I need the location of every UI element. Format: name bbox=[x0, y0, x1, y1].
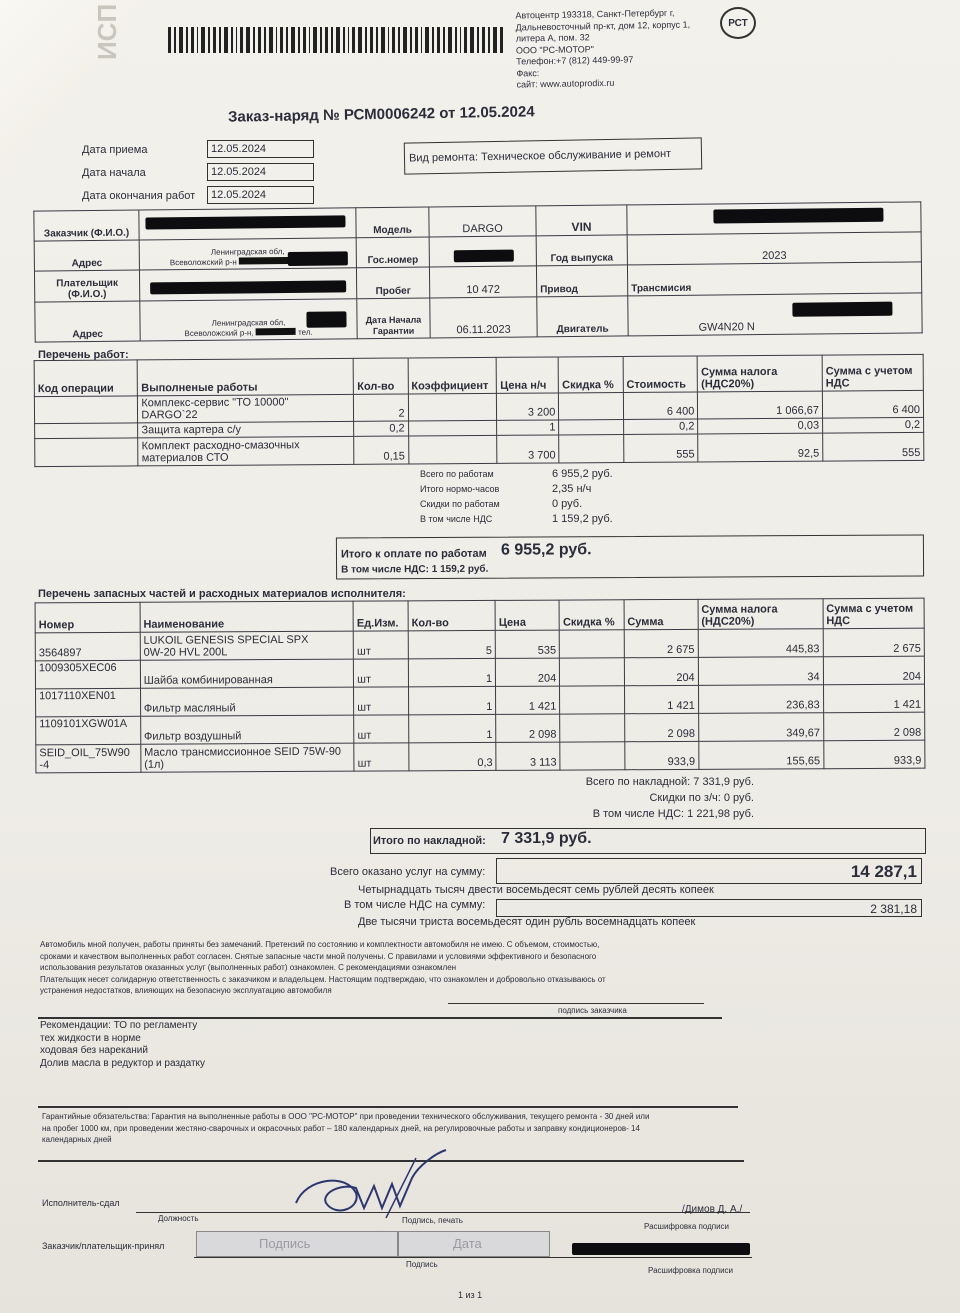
parts-total-box: Итого по накладной: 7 331,9 руб. bbox=[370, 828, 926, 854]
redaction bbox=[306, 311, 346, 327]
col-header: Коэффициент bbox=[408, 357, 497, 394]
address-1: Ленинградская обл, Всеволожский р-н bbox=[139, 238, 356, 270]
redaction bbox=[792, 302, 892, 317]
repair-type-box: Вид ремонта: Техническое обслуживание и ремонт bbox=[404, 137, 703, 174]
executor-name: /Димов Д. А./ bbox=[682, 1204, 743, 1215]
warranty-label: Дата Начала Гарантии bbox=[357, 298, 430, 339]
col-header: Сумма налога (НДС20%) bbox=[697, 355, 822, 392]
table-row: 3564897 LUKOIL GENESIS SPECIAL SPX 0W-20 HVL 200L шт 5 535 2 675 445,83 2 675 bbox=[35, 628, 924, 661]
col-header: Наименование bbox=[140, 601, 354, 632]
parts-summary: Всего по накладной: 7 331,9 руб. Скидки по з/ч: 0 руб. В том числе НДС: 1 221,98 руб. bbox=[585, 776, 754, 820]
sign-caption: Подпись bbox=[406, 1260, 438, 1269]
certification-logo bbox=[720, 7, 756, 39]
table-row: 1009305XEC06 Шайба комбинированная шт 1 204 204 34 204 bbox=[35, 656, 924, 689]
works-summary-values: 6 955,2 руб. 2,35 н/ч 0 руб. 1 159,2 руб. bbox=[552, 468, 613, 525]
payer-label: Плательщик (Ф.И.О.) bbox=[34, 270, 139, 301]
col-header: Выполненые работы bbox=[138, 358, 354, 396]
col-header: Ед.Изм. bbox=[353, 601, 408, 631]
col-header: Кол-во bbox=[408, 600, 495, 630]
drive-label: Привод bbox=[536, 265, 627, 296]
company-line: Телефон:+7 (812) 449-99-97 bbox=[516, 54, 634, 67]
works-total-box: Итого к оплате по работам 6 955,2 руб. В том числе НДС: 1 159,2 руб. bbox=[336, 534, 924, 579]
engine-value: GW4N20 N bbox=[628, 293, 922, 336]
page-number: 1 из 1 bbox=[458, 1290, 483, 1300]
consent-text: Автомобиль мной получен, работы приняты без замечаний. Претензий по состоянию и комплектности автомобиля не имею. С объемом, стоимостью, сроками и качеством выполненных работ согласен. Снятые запасные части мной получены. С правилами и условиями эффективного и безопасного использования результатов оказанных услуг (выполненных работ) ознакомлен. С рекомендациями ознакомлен Плательщик несет солидарную ответственность с заказчиком и владельцем. Настоящим подтверждаю, что ознакомлен и добровольно отказываюсь от устранения недостатков, влияющих на безопасную эксплуатацию автомобиля bbox=[40, 940, 606, 995]
year-value: 2023 bbox=[627, 232, 921, 265]
parts-table bbox=[35, 598, 926, 774]
col-header: Сумма с учетом НДС bbox=[822, 354, 923, 391]
company-line: Дальневосточный пр-кт, дом 12, корпус 1, bbox=[515, 18, 691, 33]
col-header: Сумма bbox=[624, 599, 698, 629]
col-header: Стоимость bbox=[623, 356, 698, 393]
col-header: Кол-во bbox=[354, 358, 408, 394]
mileage-label: Пробег bbox=[356, 267, 429, 298]
mileage-value: 10 472 bbox=[429, 266, 536, 297]
parts-header-row bbox=[35, 598, 924, 633]
company-line: ООО "РС-МОТОР" bbox=[515, 43, 594, 56]
col-header: Цена bbox=[495, 600, 559, 630]
company-line: Автоцентр 193318, Санкт-Петербург г, bbox=[515, 7, 675, 21]
gos-number-label: Гос.номер bbox=[356, 237, 429, 268]
vat-total-words: Две тысячи триста восемьдесят один рубль восемнадцать копеек bbox=[358, 916, 696, 928]
position-caption: Должность bbox=[158, 1214, 199, 1223]
table-row: Комплект расходно-смазочных материалов СТО 0,15 3 700 555 92,5 555 bbox=[35, 432, 924, 466]
vin-label: VIN bbox=[536, 205, 627, 236]
vat-total-value: 2 381,18 bbox=[496, 899, 922, 917]
col-header: Сумма налога (НДС20%) bbox=[698, 599, 823, 630]
redaction bbox=[288, 251, 348, 266]
end-date-field: 12.05.2024 bbox=[207, 186, 314, 204]
redaction bbox=[150, 280, 346, 294]
services-total-words: Четырнадцать тысяч двести восемьдесят семь рублей десять копеек bbox=[358, 884, 714, 896]
divider bbox=[38, 1106, 738, 1108]
engine-label: Двигатель bbox=[537, 296, 628, 337]
logo-text: РСТ bbox=[728, 17, 748, 29]
table-row: 1109101XGW01A Фильтр воздушный шт 1 2 098 2 098 349,67 2 098 bbox=[36, 712, 925, 745]
end-date-label: Дата окончания работ bbox=[82, 190, 196, 202]
year-label: Год выпуска bbox=[536, 235, 627, 266]
accept-date-label: Дата приема bbox=[82, 144, 148, 156]
works-table bbox=[34, 354, 925, 467]
services-total-label: Всего оказано услуг на сумму: bbox=[330, 866, 486, 878]
col-header: Сумма с учетом НДС bbox=[823, 598, 924, 629]
document-title: Заказ-наряд № РСМ0006242 от 12.05.2024 bbox=[227, 103, 535, 126]
decode-caption: Расшифровка подписи bbox=[648, 1266, 734, 1275]
barcode bbox=[168, 27, 508, 53]
col-header: Номер bbox=[35, 602, 140, 633]
recommendations: Рекомендации: ТО по регламенту тех жидкости в норме ходовая без нареканий Долив масла в редуктор и раздатку bbox=[40, 1020, 206, 1069]
company-line: сайт: www.autoprodix.ru bbox=[516, 77, 615, 90]
sign-stamp-caption: Подпись, печать bbox=[402, 1216, 463, 1225]
customer-sign-box: Подпись bbox=[196, 1231, 398, 1257]
model-label: Модель bbox=[356, 207, 429, 238]
table-row: Защита картера с/у 0,2 1 0,2 0,03 0,2 bbox=[35, 417, 924, 438]
warranty-terms: Гарантийные обязательства: Гарантия на выполненные работы в ООО "РС-МОТОР" при проведении технического обслуживания, текущего ремонта - 30 дней или на пробег 1000 км, при проведении жестяно-сварочных и окрасочных работ – 180 календарных дней, на регулировочные работы и заправку кондиционеров- 14 календарных дней bbox=[42, 1112, 650, 1144]
accept-date-field: 12.05.2024 bbox=[207, 140, 314, 158]
customer-sign-line bbox=[448, 1003, 704, 1004]
col-header: Код операции bbox=[34, 360, 138, 397]
vat-total-label: В том числе НДС на сумму: bbox=[344, 899, 486, 911]
redaction bbox=[572, 1243, 750, 1255]
client-vehicle-block bbox=[33, 201, 922, 342]
start-date-label: Дата начала bbox=[82, 167, 146, 179]
redaction bbox=[454, 250, 514, 263]
col-header: Скидка % bbox=[559, 600, 624, 630]
col-header: Скидка % bbox=[558, 356, 623, 392]
customer-sign-line bbox=[194, 1257, 752, 1258]
stamp-text: ИСП bbox=[92, 3, 122, 60]
executor-label: Исполнитель-сдал bbox=[42, 1198, 120, 1208]
works-heading: Перечень работ: bbox=[38, 349, 129, 361]
works-header-row bbox=[34, 354, 923, 396]
company-line: литера А, пом. 32 bbox=[515, 32, 590, 44]
date-box: Дата bbox=[398, 1231, 550, 1257]
redaction bbox=[145, 215, 345, 229]
redaction bbox=[713, 208, 883, 224]
address-2: Ленинградская обл, Всеволожский р-н, тел. bbox=[140, 298, 357, 341]
model-value: DARGO bbox=[429, 206, 536, 237]
decode-caption: Расшифровка подписи bbox=[644, 1222, 730, 1231]
works-summary-labels: Всего по работам Итого нормо-часов Скидки по работам В том числе НДС bbox=[420, 469, 500, 524]
executor-signature bbox=[286, 1148, 456, 1228]
table-row: SEID_OIL_75W90 -4 Масло трансмиссионное SEID 75W-90 (1л) шт 0,3 3 113 933,9 155,65 933,9 bbox=[36, 740, 925, 773]
table-row: Комплекс-сервис "ТО 10000" DARGO`22 2 3 200 6 400 1 066,67 6 400 bbox=[34, 390, 923, 423]
col-header: Цена н/ч bbox=[496, 357, 558, 393]
address-label: Адрес bbox=[34, 240, 139, 271]
services-total-value: 14 287,1 bbox=[496, 858, 922, 884]
address-2-label: Адрес bbox=[35, 301, 140, 342]
table-row: 1017110XEN01 Фильтр масляный шт 1 1 421 1 421 236,83 1 421 bbox=[36, 684, 925, 717]
customer-label: Заказчик (Ф.И.О.) bbox=[34, 210, 139, 241]
company-info bbox=[515, 7, 691, 91]
start-date-field: 12.05.2024 bbox=[207, 163, 314, 181]
warranty-value: 06.11.2023 bbox=[430, 297, 537, 338]
customer-sign-caption: подпись заказчика bbox=[558, 1006, 627, 1015]
transmission-label: Трансмисия bbox=[627, 262, 921, 295]
divider bbox=[38, 1017, 722, 1019]
parts-heading: Перечень запасных частей и расходных материалов исполнителя: bbox=[38, 588, 406, 600]
customer-accept-label: Заказчик/плательщик-принял bbox=[42, 1241, 165, 1251]
company-line: Факс: bbox=[516, 67, 540, 79]
